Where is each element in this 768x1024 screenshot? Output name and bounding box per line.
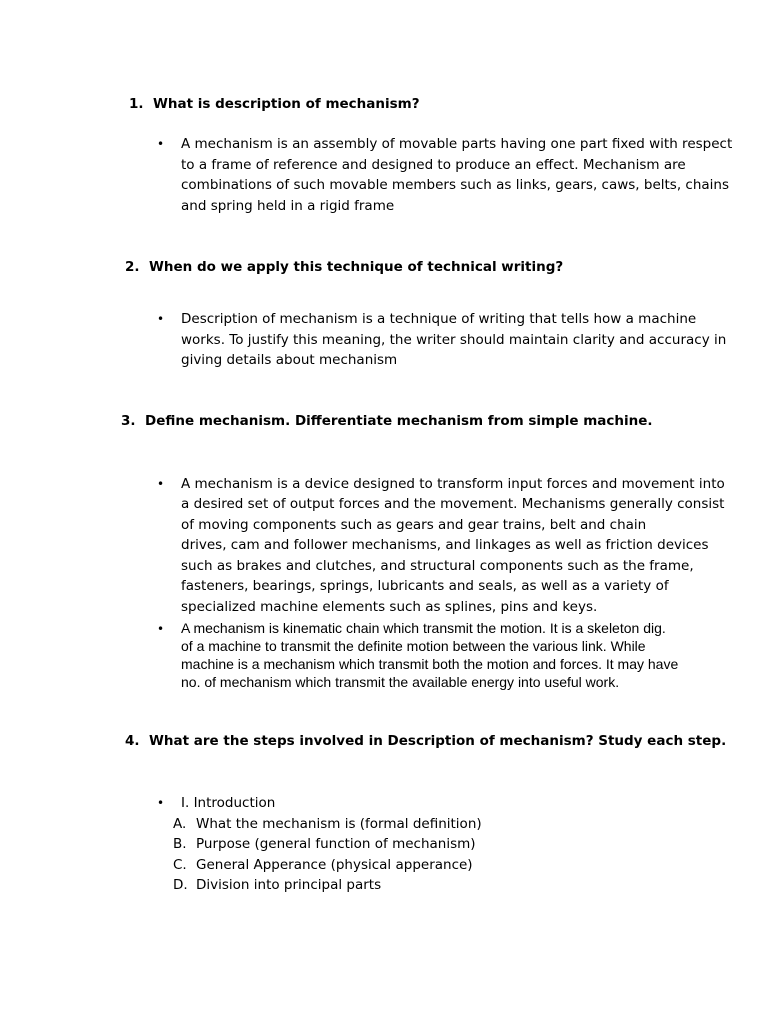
question-4-heading: 4. What are the steps involved in Description of mechanism? Study each step.	[125, 733, 727, 749]
answer-line: drives, cam and follower mechanisms, and linkages as well as friction devices	[181, 537, 709, 553]
answer-line: of a machine to transmit the definite motion between the various link. While	[181, 638, 646, 654]
answer-line: specialized machine elements such as splines, pins and keys.	[181, 599, 598, 615]
answer-line: of moving components such as gears and gear trains, belt and chain	[181, 517, 647, 533]
answer-line: a desired set of output forces and the movement. Mechanisms generally consist	[181, 496, 725, 512]
answer-line: no. of mechanism which transmit the available energy into useful work.	[181, 674, 620, 690]
answer-line: giving details about mechanism	[181, 352, 398, 368]
question-1-heading: 1. What is description of mechanism?	[129, 96, 420, 112]
answer-line: A mechanism is a device designed to transform input forces and movement into	[181, 476, 725, 492]
answer-line: fasteners, bearings, springs, lubricants and seals, as well as a variety of	[181, 578, 669, 594]
answer-line: and spring held in a rigid frame	[181, 198, 395, 214]
question-2-heading: 2. When do we apply this technique of technical writing?	[125, 259, 564, 275]
answer-line: A mechanism is an assembly of movable parts having one part fixed with respect	[181, 136, 733, 152]
answer-line: combinations of such movable members such as links, gears, caws, belts, chains	[181, 177, 730, 193]
answer-line: Description of mechanism is a technique of writing that tells how a machine	[181, 311, 697, 327]
question-3-heading: 3. Define mechanism. Differentiate mechanism from simple machine.	[121, 413, 653, 429]
answer-line: machine is a mechanism which transmit both the motion and forces. It may have	[181, 656, 679, 672]
document-page: 1. What is description of mechanism? • A mechanism is an assembly of movable parts having one part fixed with respect to a frame of reference and designed to produce an effect. Mechanism are combinations of such movable members such as links, gears, caws, belts, chains and spring held in a rigid frame 2. When do we apply this technique of technical writing? • Description of mechanism is a technique of writing that tells how a machine works. To justify this meaning, the writer should maintain clarity and accuracy in giving details about mechanism 3. Define mechanism. Differentiate mechanism from simple machine. • A mechanism is a device designed to transform input forces and movement into a desired set of output forces and the movement. Mechanisms generally consist of moving components such as gears and gear trains, belt and chain drives, cam and follower mechanisms, and linkages as well as friction devices such as brakes and clutches, and structural components such as the frame, fasteners, bearings, springs, lubricants and seals, as well as a variety of specialized machine elements such as splines, pins and keys. • A mechanism is kinematic chain which transmit the motion. It is a skeleton dig. of a machine to transmit the definite motion between the various link. While machine is a mechanism which transmit both the motion and forces. It may have no. of mechanism which transmit the available energy into useful work. 4. What are the steps involved in Description of mechanism? Study each step. • I. Introduction A. What the mechanism is (formal definition) B. Purpose (general function of mechanism) C. General Apperance (physical apperance) D. Division into principal parts	[121, 96, 733, 893]
answer-line: such as brakes and clutches, and structural components such as the frame,	[181, 558, 694, 574]
answer-line: I. Introduction	[181, 795, 276, 811]
answer-line: works. To justify this meaning, the writer should maintain clarity and accuracy in	[181, 332, 727, 348]
answer-line: A mechanism is kinematic chain which transmit the motion. It is a skeleton dig.	[181, 620, 666, 636]
answer-line: to a frame of reference and designed to produce an effect. Mechanism are	[181, 157, 686, 173]
